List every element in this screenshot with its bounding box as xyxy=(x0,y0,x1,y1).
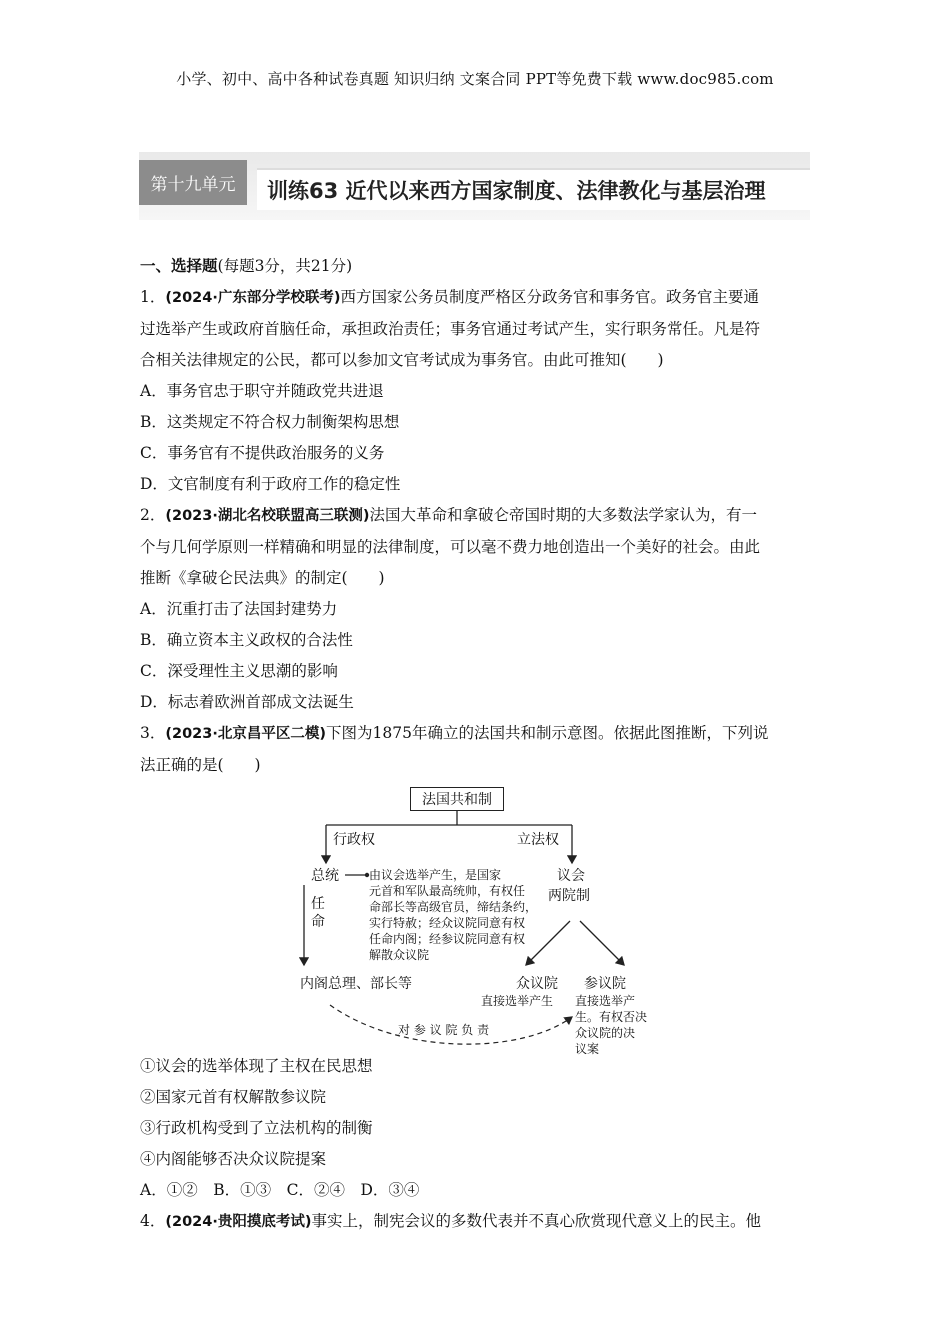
question-text: 推断《拿破仑民法典》的制定( ) xyxy=(140,569,385,587)
question-number: 1． xyxy=(140,288,166,306)
responsibility-label: 对 参 议 院 负 责 xyxy=(398,1023,490,1037)
question-2-stem xyxy=(140,500,812,532)
question-source: (2024·广东部分学校联考) xyxy=(165,290,341,306)
question-source: (2023·湖北名校联盟高三联测) xyxy=(165,508,370,524)
option-a[interactable]: A．沉重打击了法国封建势力 xyxy=(140,600,338,618)
exercise-title: 训练63 近代以来西方国家制度、法律教化与基层治理 xyxy=(257,168,810,210)
question-text: 过选举产生或政府首脑任命，承担政治责任；事务官通过考试产生，实行职务常任。凡是符 xyxy=(140,320,761,338)
header-watermark: 小学、初中、高中各种试卷真题 知识归纳 文案合同 PPT等免费下载 www.doc985.com xyxy=(176,70,774,88)
statement-4: ④内阁能够否决众议院提案 xyxy=(140,1150,327,1168)
question-number: 4． xyxy=(140,1212,166,1230)
question-text: 事实上，制宪会议的多数代表并不真心欣赏现代意义上的民主。他 xyxy=(311,1212,762,1230)
question-text: 下图为1875年确立的法国共和制示意图。依据此图推断，下列说 xyxy=(326,724,769,742)
parliament-label: 议会 xyxy=(557,868,585,884)
senate-desc-line: 议案 xyxy=(575,1042,600,1056)
appoint-label: 任命 xyxy=(311,896,325,930)
president-description xyxy=(369,867,537,963)
republic-diagram xyxy=(140,785,812,1056)
option-c[interactable]: C．事务官有不提供政治服务的义务 xyxy=(140,444,385,462)
president-desc-line: 命部长等高级官员，缔结条约， xyxy=(369,900,538,914)
question-number: 3． xyxy=(140,724,166,742)
question-3-stem xyxy=(140,718,812,750)
option-c[interactable]: C．深受理性主义思潮的影响 xyxy=(140,662,338,680)
question-1-stem xyxy=(140,282,812,314)
question-text: 个与几何学原则一样精确和明显的法律制度，可以毫不费力地创造出一个美好的社会。由此 xyxy=(140,538,761,556)
option-d[interactable]: D．标志着欧洲首部成文法诞生 xyxy=(140,693,354,711)
question-source: (2023·北京昌平区二模) xyxy=(165,726,326,742)
diagram-root: 法国共和制 xyxy=(410,787,504,811)
bicameral-label: 两院制 xyxy=(548,888,590,904)
president-label: 总统 xyxy=(311,868,339,884)
senate-label: 参议院 xyxy=(584,976,626,992)
chamber-of-deputies-label: 众议院 xyxy=(516,976,558,992)
question-text: 法国大革命和拿破仑帝国时期的大多数法学家认为，有一 xyxy=(369,506,758,524)
question-number: 2． xyxy=(140,506,166,524)
exam-content xyxy=(140,250,812,1238)
option-a[interactable]: A．事务官忠于职守并随政党共进退 xyxy=(140,382,384,400)
section-heading-text: 一、选择题 xyxy=(140,256,218,275)
statement-2: ②国家元首有权解散参议院 xyxy=(140,1088,327,1106)
question-text: 合相关法律规定的公民，都可以参加文官考试成为事务官。由此可推知( ) xyxy=(140,351,664,369)
unit-label: 第十九单元 xyxy=(139,160,247,205)
president-desc-line: 任命内阁；经参议院同意有权 xyxy=(369,932,526,946)
senate-desc-line: 生。有权否决 xyxy=(575,1010,648,1024)
senate-description xyxy=(575,993,647,1057)
option-b[interactable]: B．确立资本主义政权的合法性 xyxy=(140,631,353,649)
president-desc-line: 由议会选举产生，是国家 xyxy=(369,868,502,882)
cabinet-label: 内阁总理、部长等 xyxy=(300,976,412,992)
option-b[interactable]: B．这类规定不符合权力制衡架构思想 xyxy=(140,413,400,431)
question-4-stem xyxy=(140,1206,812,1238)
president-desc-line: 实行特赦；经众议院同意有权 xyxy=(369,916,526,930)
statement-1: ①议会的选举体现了主权在民思想 xyxy=(140,1057,373,1075)
legislative-label: 立法权 xyxy=(517,832,559,848)
section-heading xyxy=(140,250,812,282)
section-note: (每题3分，共21分) xyxy=(217,257,353,275)
question-source: (2024·贵阳摸底考试) xyxy=(165,1214,312,1230)
statement-3: ③行政机构受到了立法机构的制衡 xyxy=(140,1119,373,1137)
answer-options[interactable]: A．①② B．①③ C．②④ D．③④ xyxy=(140,1181,420,1199)
option-d[interactable]: D．文官制度有利于政府工作的稳定性 xyxy=(140,475,401,493)
senate-desc-line: 直接选举产 xyxy=(575,994,636,1008)
executive-label: 行政权 xyxy=(333,832,375,848)
question-text: 西方国家公务员制度严格区分政务官和事务官。政务官主要通 xyxy=(340,288,760,306)
question-text: 法正确的是( ) xyxy=(140,756,261,774)
president-desc-line: 元首和军队最高统帅，有权任 xyxy=(369,884,526,898)
senate-desc-line: 众议院的决 xyxy=(575,1026,636,1040)
unit-banner xyxy=(139,152,810,220)
president-desc-line: 解散众议院 xyxy=(369,948,430,962)
chamber-description: 直接选举产生 xyxy=(481,994,554,1008)
